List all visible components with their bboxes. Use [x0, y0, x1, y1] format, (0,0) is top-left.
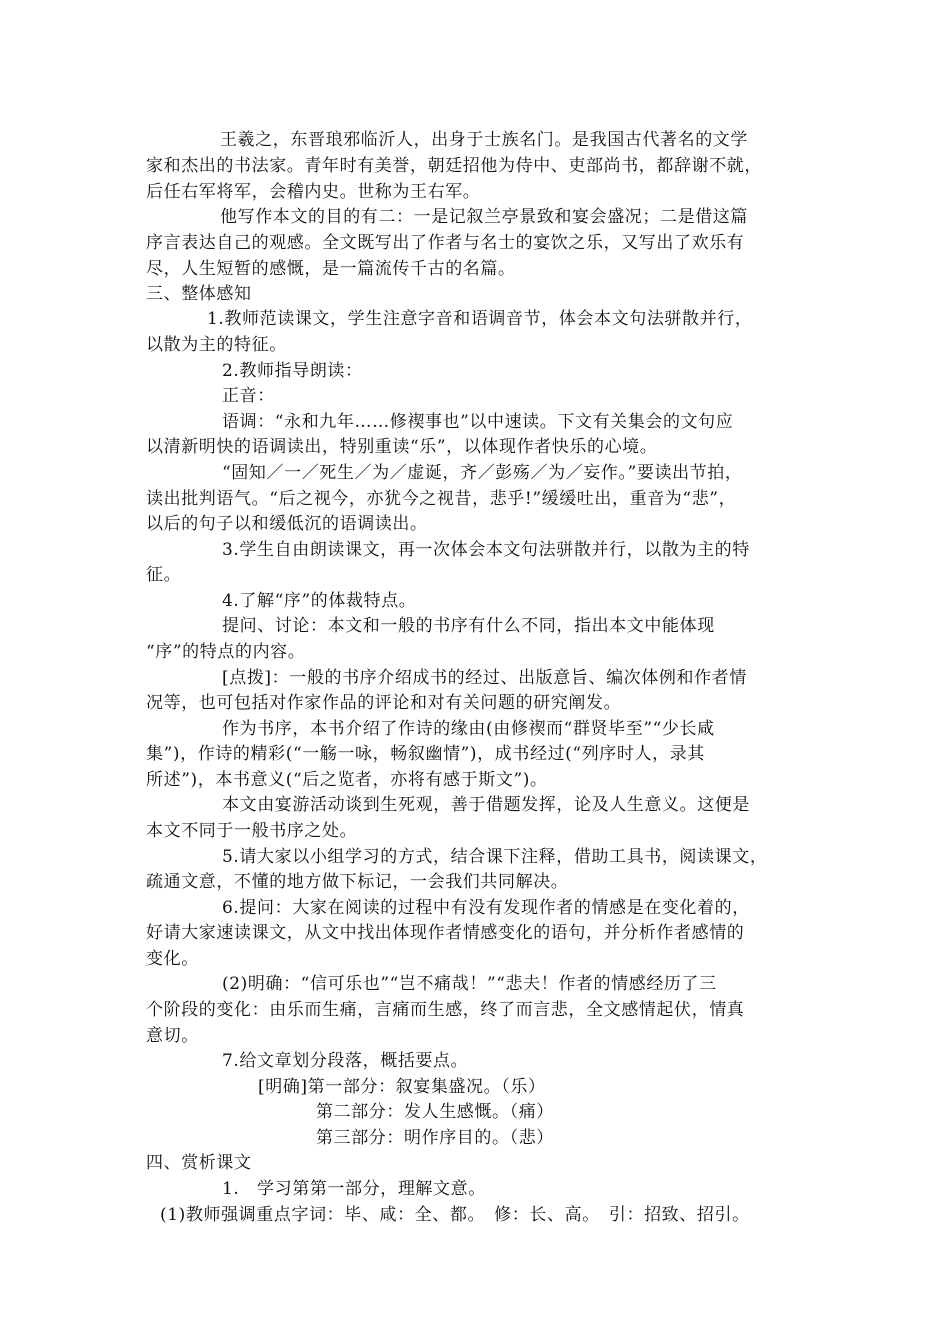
- text-line: 以散为主的特征。: [146, 335, 287, 355]
- text-line: 王羲之，东晋琅邪临沂人，出身于士族名门。是我国古代著名的文学: [220, 130, 748, 150]
- text-line: 以清新明快的语调读出，特别重读“乐”，以体现作者快乐的心境。: [146, 437, 658, 457]
- text-line: 5.请大家以小组学习的方式，结合课下注释，借助工具书，阅读课文，: [222, 847, 768, 867]
- text-line: 本文不同于一般书序之处。: [146, 821, 358, 841]
- text-line: 他写作本文的目的有二：一是记叙兰亭景致和宴会盛况；二是借这篇: [220, 207, 748, 227]
- text-line: 6.提问：大家在阅读的过程中有没有发现作者的情感是在变化着的，: [222, 898, 750, 918]
- text-line: 家和杰出的书法家。青年时有美誉，朝廷招他为侍中、吏部尚书，都辞谢不就，: [146, 156, 762, 176]
- text-line: 征。: [146, 565, 182, 585]
- text-line: 第三部分：明作序目的。（悲）: [316, 1128, 554, 1148]
- text-line: [明确]第一部分：叙宴集盛况。（乐）: [258, 1077, 546, 1097]
- text-line: (1)教师强调重点字词：毕、咸：全、都。 修：长、高。 引：招致、招引。: [160, 1205, 750, 1225]
- text-line: 个阶段的变化：由乐而生痛，言痛而生感，终了而言悲，全文感情起伏，情真: [146, 1000, 745, 1020]
- text-line: 以后的句子以和缓低沉的语调读出。: [146, 514, 428, 534]
- text-line: 所述”)，本书意义(“后之览者，亦将有感于斯文”)。: [146, 770, 548, 790]
- text-line: 7.给文章划分段落，概括要点。: [222, 1051, 469, 1071]
- text-line: 况等，也可包括对作家作品的评论和对有关问题的研究阐发。: [146, 693, 622, 713]
- text-line: 读出批判语气。“后之视今，亦犹今之视昔，悲乎!”缓缓吐出，重音为“悲”，: [146, 489, 737, 509]
- section-heading: 四、赏析课文: [146, 1153, 252, 1173]
- text-line: 后任右军将军，会稽内史。世称为王右军。: [146, 182, 481, 202]
- text-line: 集”)，作诗的精彩(“一觞一咏，畅叙幽情”)，成书经过(“列序时人，录其: [146, 744, 705, 764]
- text-line: 1.教师范读课文，学生注意字音和语调音节，体会本文句法骈散并行，: [207, 309, 753, 329]
- text-line: 语调：“永和九年……修禊事也”以中速读。下文有关集会的文句应: [222, 412, 734, 432]
- text-line: 3.学生自由朗读课文，再一次体会本文句法骈散并行，以散为主的特: [222, 540, 750, 560]
- text-line: 作为书序，本书介绍了作诗的缘由(由修禊而“群贤毕至”“少长咸: [222, 719, 715, 739]
- text-line: 1. 学习第第一部分，理解文意。: [222, 1179, 486, 1199]
- text-line: 4.了解“序”的体裁特点。: [222, 591, 417, 611]
- text-line: 正音：: [222, 386, 275, 406]
- text-line: “序”的特点的内容。: [146, 642, 306, 662]
- section-heading: 三、整体感知: [146, 284, 252, 304]
- text-line: 序言表达自己的观感。全文既写出了作者与名士的宴饮之乐，又写出了欢乐有: [146, 233, 745, 253]
- text-line: 2.教师指导朗读：: [222, 361, 363, 381]
- text-line: 疏通文意，不懂的地方做下标记，一会我们共同解决。: [146, 872, 569, 892]
- text-line: 提问、讨论：本文和一般的书序有什么不同，指出本文中能体现: [222, 616, 715, 636]
- text-line: 第二部分：发人生感慨。（痛）: [316, 1102, 554, 1122]
- text-line: 变化。: [146, 949, 199, 969]
- text-line: [点拨]：一般的书序介绍成书的经过、出版意旨、编次体例和作者情: [222, 668, 747, 688]
- text-line: 好请大家速读课文，从文中找出体现作者情感变化的语句，并分析作者感情的: [146, 923, 745, 943]
- text-line: 意切。: [146, 1026, 199, 1046]
- text-line: 本文由宴游活动谈到生死观，善于借题发挥，论及人生意义。这便是: [222, 795, 750, 815]
- text-line: “固知／一／死生／为／虚诞，齐／彭殇／为／妄作。”要读出节拍，: [222, 463, 743, 483]
- text-line: (2)明确：“信可乐也”“岂不痛哉！”“悲夫！作者的情感经历了三: [222, 974, 717, 994]
- text-line: 尽，人生短暂的感慨，是一篇流传千古的名篇。: [146, 259, 516, 279]
